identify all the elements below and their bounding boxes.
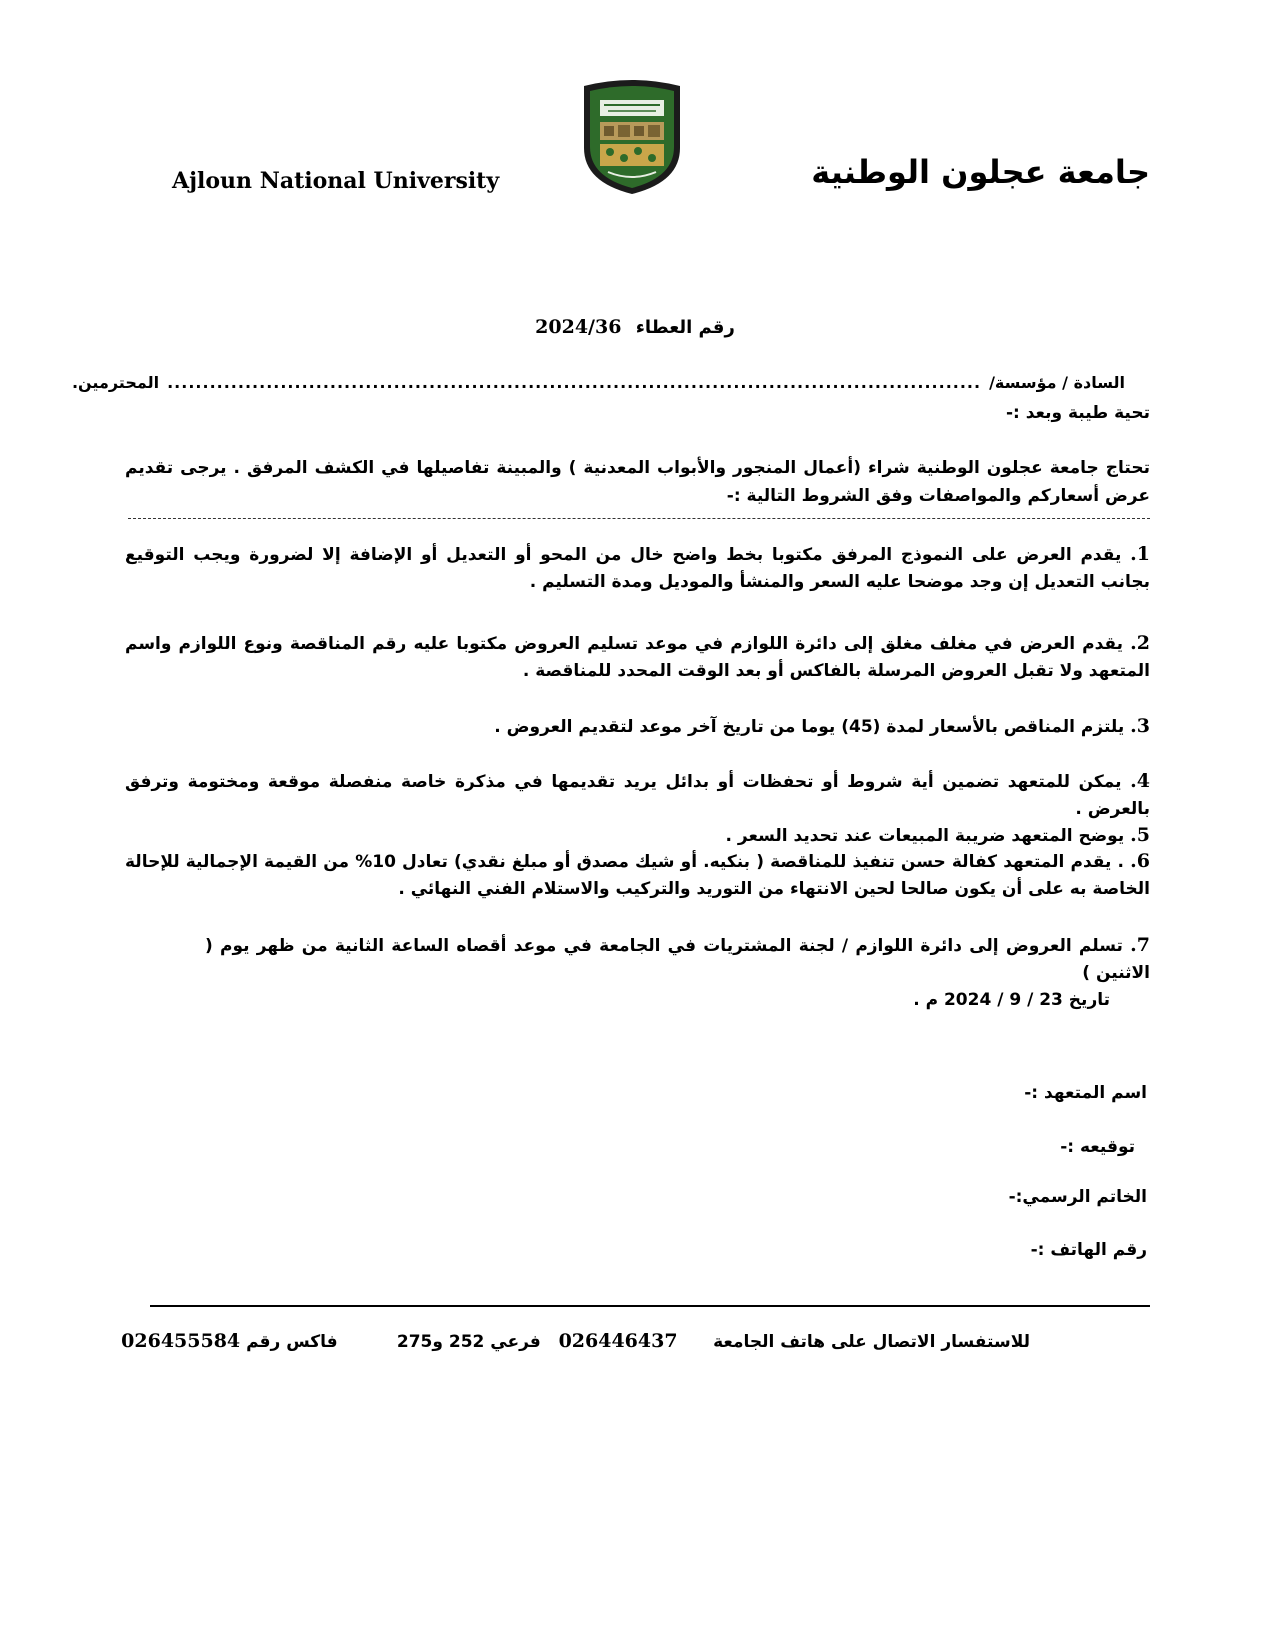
condition-number: 7. <box>1130 934 1150 956</box>
condition-item <box>125 768 1150 823</box>
intro-paragraph: تحتاج جامعة عجلون الوطنية شراء (أعمال المنجور والأبواب المعدنية ) والمبينة تفاصيلها في الكشف المرفق . يرجى تقديم عرض أسعاركم والمواصفات وفق الشروط التالية :- <box>125 458 1150 506</box>
condition-number: 4. <box>1130 770 1150 792</box>
footer-contact <box>121 1330 1030 1352</box>
tender-number: 2024/36 <box>535 316 622 338</box>
footer-divider <box>150 1305 1150 1307</box>
dashed-divider <box>128 518 1150 519</box>
greeting: تحية طيبة وبعد :- <box>1005 403 1150 423</box>
condition-number: 3. <box>1130 715 1150 737</box>
footer-fax-label: فاكس رقم <box>246 1332 338 1352</box>
signature-field: توقيعه :- <box>1060 1137 1135 1157</box>
submission-date: تاريخ 23 / 9 / 2024 م . <box>913 990 1110 1010</box>
footer-fax: 026455584 <box>121 1330 241 1352</box>
tender-number-line <box>420 316 850 338</box>
official-stamp-field: الخاتم الرسمي:- <box>1008 1187 1147 1207</box>
footer-phone: 026446437 <box>558 1330 678 1352</box>
university-name-english: Ajloun National University <box>172 168 500 194</box>
condition-item <box>125 630 1150 685</box>
condition-text: يوضح المتعهد ضريبة المبيعات عند تحديد السعر . <box>725 826 1131 846</box>
condition-text: يلتزم المناقص بالأسعار لمدة (45) يوما من تاريخ آخر موعد لتقديم العروض . <box>494 717 1131 737</box>
university-emblem-icon <box>578 78 686 196</box>
addressee-blank: ................................................................................................................... <box>167 373 982 392</box>
tender-label: رقم العطاء <box>635 317 735 338</box>
condition-number: 5. <box>1130 824 1150 846</box>
condition-item <box>125 822 1150 850</box>
condition-item <box>205 932 1150 1014</box>
addressee-suffix: المحترمين. <box>71 373 160 392</box>
phone-number-field: رقم الهاتف :- <box>1030 1240 1147 1260</box>
condition-text: . يقدم المتعهد كفالة حسن تنفيذ للمناقصة ( بنكيه. أو شيك مصدق أو مبلغ نقدي) تعادل 10% من القيمة الإجمالية للإحالة الخاصة به على أن يكون صالحا لحين الانتهاء من التوريد والتركيب والاستلام الفني النهائي . <box>125 852 1150 899</box>
condition-text: يقدم العرض في مغلف مغلق إلى دائرة اللوازم في موعد تسليم العروض مكتوبا عليه رقم المناقصة ونوع اللوازم واسم المتعهد ولا تقبل العروض المرسلة بالفاكس أو بعد الوقت المحدد للمناقصة . <box>125 634 1150 681</box>
condition-number: 2. <box>1130 632 1150 654</box>
condition-item <box>125 541 1150 596</box>
footer-inquiry-label: للاستفسار الاتصال على هاتف الجامعة <box>713 1332 1030 1352</box>
condition-number: 1. <box>1130 543 1150 565</box>
condition-text: يمكن للمتعهد تضمين أية شروط أو تحفظات أو بدائل يريد تقديمها في مذكرة خاصة منفصلة موقعة ومختومة وترفق بالعرض . <box>125 772 1150 819</box>
condition-text: يقدم العرض على النموذج المرفق مكتوبا بخط واضح خال من المحو أو التعديل أو الإضافة إلا لضرورة ويجب التوقيع بجانب التعديل إن وجد موضحا عليه السعر والمنشأ والموديل ومدة التسليم . <box>125 545 1150 592</box>
condition-text: تسلم العروض إلى دائرة اللوازم / لجنة المشتريات في الجامعة في موعد أقصاه الساعة الثانية من ظهر يوم ( الاثنين ) <box>205 936 1150 983</box>
university-logo <box>578 78 686 196</box>
condition-item <box>125 713 1150 741</box>
addressee-prefix: السادة / مؤسسة/ <box>989 373 1125 392</box>
university-name-arabic: جامعة عجلون الوطنية <box>811 153 1150 191</box>
addressee-line <box>71 373 1125 392</box>
condition-number: 6. <box>1130 850 1150 872</box>
footer-extension: فرعي 252 و275 <box>396 1332 541 1352</box>
contractor-name-field: اسم المتعهد :- <box>1024 1083 1147 1103</box>
condition-item <box>125 848 1150 903</box>
